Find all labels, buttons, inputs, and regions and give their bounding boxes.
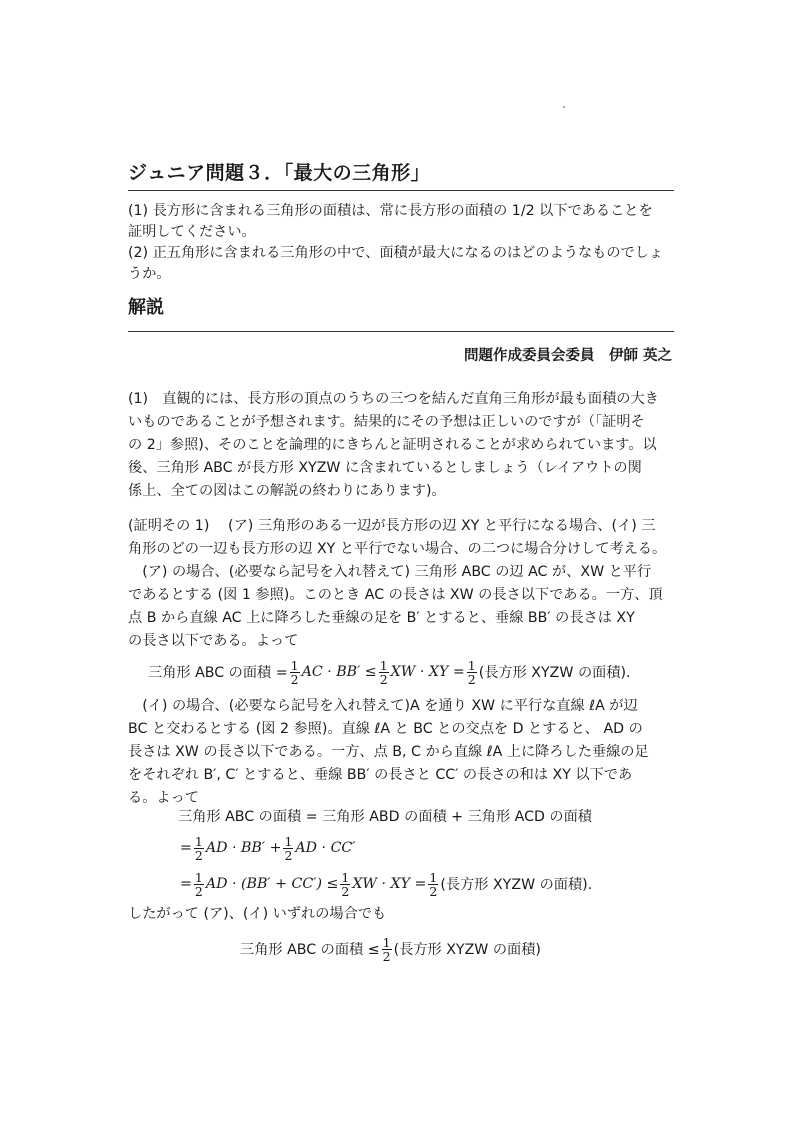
conclusion-line: したがって (ア)、(イ) いずれの場合でも (128, 906, 387, 922)
intro-line: の 2」参照)、そのことを論理的にきちんと証明されることが求められています。以 (128, 437, 657, 453)
proof-line: の長さ以下である。よって (128, 633, 299, 649)
proof-line: をそれぞれ B′, C′ とすると、垂線 BB′ の長さと CC′ の長さの和は XY 以下であ (128, 767, 633, 783)
eq2-term: AD · (BB′ + CC′) ≤ (205, 876, 339, 892)
proof-line: (証明その 1) (ア) 三角形のある一辺が長方形の辺 XY と平行になる場合、(イ) 三 (128, 518, 656, 534)
eq3-tail: (長方形 XYZW の面積) (393, 942, 541, 958)
eq2-tail: (長方形 XYZW の面積). (440, 877, 593, 893)
problem-line: 証明してください。 (128, 224, 256, 240)
fraction-half: $\frac{1}{2}$ (194, 869, 203, 899)
equation-2-line-3 (180, 867, 592, 901)
eq2-line1: 三角形 ABC の面積 = 三角形 ABD の面積 + 三角形 ACD の面積 (178, 809, 592, 825)
problem-title: ジュニア問題３．「最大の三角形」 (128, 162, 431, 184)
fraction-half: $\frac{1}{2}$ (341, 869, 350, 899)
title-rule (128, 190, 674, 191)
fraction-half: $\frac{1}{2}$ (382, 934, 391, 964)
proof-line: であるとする (図 1 参照)。このとき AC の長さは XW の長さ以下である。一方、頂 (128, 587, 663, 603)
fraction-half: $\frac{1}{2}$ (379, 657, 388, 687)
fraction-half: $\frac{1}{2}$ (429, 869, 438, 899)
eq2-equals: = (180, 840, 192, 856)
equation-2-line-2 (180, 831, 356, 865)
proof-line: 角形のどの一辺も長方形の辺 XY と平行でない場合、の二つに場合分けして考える。 (128, 541, 667, 557)
intro-line: (1) 直観的には、長方形の頂点のうちの三つを結んだ直角三角形が最も面積の大き (128, 391, 659, 407)
eq2-term: XW · XY = (352, 876, 427, 892)
intro-line: 係上、全ての図はこの解説の終わりにあります)。 (128, 483, 446, 499)
problem-line: うか。 (128, 266, 171, 282)
proof-line: BC と交わるとする (図 2 参照)。直線 ℓA と BC との交点を D とすると、 AD の (128, 721, 643, 737)
section-heading: 解説 (128, 297, 164, 318)
proof-line: る。よって (128, 790, 199, 806)
proof-line: 点 B から直線 AC 上に降ろした垂線の足を B′ とすると、垂線 BB′ の長さは XY (128, 610, 635, 626)
intro-line: 後、三角形 ABC が長方形 XYZW に含まれているとしましょう（レイアウトの関 (128, 460, 642, 476)
equation-2-line-1 (178, 805, 592, 827)
proof-line: (ア) の場合、(必要なら記号を入れ替えて) 三角形 ABC の辺 AC が、XW と平行 (128, 564, 652, 580)
eq1-term: AC · BB′ ≤ (301, 664, 377, 680)
problem-line: (1) 長方形に含まれる三角形の面積は、常に長方形の面積の 1/2 以下であることを (128, 203, 653, 219)
fraction-half: $\frac{1}{2}$ (194, 833, 203, 863)
proof-line: (イ) の場合、(必要なら記号を入れ替えて)A を通り XW に平行な直線 ℓA が辺 (128, 698, 638, 714)
fraction-half: $\frac{1}{2}$ (467, 657, 476, 687)
proof-line: 長さは XW の長さ以下である。一方、点 B, C から直線 ℓA 上に降ろした垂線の足 (128, 744, 649, 760)
eq2-term: AD · BB′ + (205, 840, 282, 856)
equation-1 (148, 655, 631, 689)
author-credit: 問題作成委員会委員 伊師 英之 (463, 348, 672, 364)
eq1-term: XW · XY = (390, 664, 465, 680)
eq2-equals: = (180, 876, 192, 892)
scan-speck (563, 106, 565, 108)
eq2-term: AD · CC′ (295, 840, 356, 856)
fraction-half: $\frac{1}{2}$ (290, 657, 299, 687)
eq1-lead: 三角形 ABC の面積 = (148, 665, 288, 681)
intro-line: いものであることが予想されます。結果的にその予想は正しいのですが（「証明そ (128, 414, 645, 430)
eq1-tail: (長方形 XYZW の面積). (478, 665, 631, 681)
equation-3 (240, 932, 541, 966)
problem-line: (2) 正五角形に含まれる三角形の中で、面積が最大になるのはどのようなものでしょ (128, 245, 664, 261)
section-rule (128, 331, 674, 332)
fraction-half: $\frac{1}{2}$ (284, 833, 293, 863)
eq3-lead: 三角形 ABC の面積 ≤ (240, 942, 380, 958)
